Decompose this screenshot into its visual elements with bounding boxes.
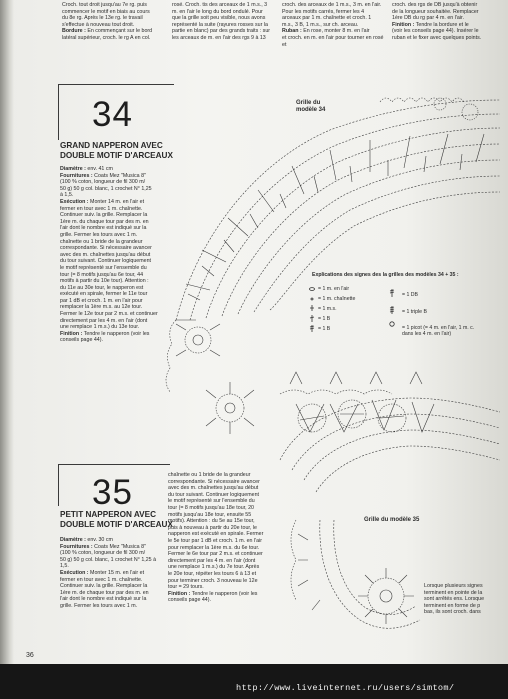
- legend-title: Explications des signes des la grilles des modèles 34 + 35 :: [312, 272, 459, 278]
- grid-34-diagram: [166, 98, 500, 434]
- model-34-instructions: Diamètre : env. 41 cm Fournitures : Coats Mez "Musica 8" (100 % coton, longueur de fil 300 m/ 50 g) 50 g col. blanc, 1 crochet N° 1,25 à 1,5. Exécution : Monter 14 m. en l'air et fermer en tour avec 1 m. chaînette. Continuer suiv. la grille. Remplacer la 1ère m. du chaque tour par des m. en l'air dont le nombre est indiqué sur la grille. Fermer les tours avec 1 m. chaînette ou 1 bride de la grandeur correspondante. Si nécessaire avancer avec des m. chaînettes jusqu'au début du tour suivant. Continuer logiquement le motif représenté sur l'ensemble du tour (= 8 motifs jusqu'au 6e tour, 44 motifs à partir du 10e tour). Attention : du 11e au 30e tour, le napperon est exécuté en spirale, fermer le 11e tour par 1 dB et croch. 1 m. en l'air pour remplacer la 1ère m.s. au 12e tour. Fermer le 12e tour par 2 m.s. et continuer directement par les 4 m. en l'air (dont une remplace 1 m.s.) du 13e tour. Finition : Tendre le napperon (voir les conseils page 44).: [60, 166, 158, 344]
- grid-34-label: Grille du modèle 34: [296, 100, 326, 113]
- top-column-4: croch. des rgs de DB jusqu'à obtenir de la longueur souhaitée. Remplacer 1ère DB du rg par 4 m. en l'air. Finition : Tendre la bordure et le (voir les conseils page 44). Insérer le ruban et le fixer avec quelques points.: [392, 2, 482, 41]
- model-35-instructions-cont: chaînette ou 1 bride de la grandeur correspondante. Si nécessaire avancer avec des m. chaînettes jusqu'au début du tour suivant. Continuer logiquement le motif représenté sur l'ensemble du tour (= 8 motifs jusqu'au 18e tour, 20 motifs jusqu'au 18e tour, ensuite 55 motifs). Attention : du 5e au 15e tour, puis à nouveau à partir du 20e tour, le napperon est exécuté en spirale. Fermer le 5e tour par 1 dB et croch. 1 m. en l'air pour remplacer la 1ère m.s. du 6e tour. Fermer le 6e tour par 2 m.s. et continuer directement par les 4 m. en l'air (dont une remplace 1 m.s.) du 7e tour. Après le 20e tour, répéter les tours 6 à 13 et pour terminer croch. 3 nouveau le 12e tour = 29 tours. Finition : Tendre le napperon (voir les conseils page 44).: [168, 472, 264, 604]
- legend-left: = 1 m. en l'air = 1 m. chaînette = 1 m.s. = 1 B = 1 B: [318, 286, 356, 332]
- model-35-note: Lorsque plusieurs signes terminent en pointe de la sont arrêtés ens. Lorsque terminent en forme de p bas, ils sont croch. dans: [424, 583, 485, 616]
- model-35-instructions: Diamètre : env. 30 cm Fournitures : Coats Mez "Musica 8" (100 % coton, longueur de fil 300 m/ 50 g) 50 g col. blanc, 1 crochet N° 1,25 à 1,5. Exécution : Monter 15 m. en l'air et fermer en tour avec 1 m. chaînette. Continuer suiv. la grille. Remplacer la 1ère m. de chaque tour par des m. en l'air dont le nombre est indiqué sur la grille. Fermer les tours avec 1 m.: [60, 537, 157, 609]
- watermark-url: http://www.liveinternet.ru/users/simtom/: [236, 683, 455, 693]
- top-column-3: croch. des arceaux de 1 m.s., 3 m. en l'air. Pour les motifs carrés, fermer les 4 arceaux par 1 m. chaînette et croch. 1 m.s., 3 B, 1 m.s., sur ch. arceau. Ruban : En rose, monter 8 m. en l'air et croch. en m. en l'air pour tourner en rosé et: [282, 2, 384, 48]
- model-35-number: 35: [92, 473, 133, 512]
- model-34-number: 34: [92, 95, 133, 134]
- model-34-title: GRAND NAPPERON AVEC DOUBLE MOTIF D'ARCEAUX: [60, 141, 173, 160]
- top-column-2: rosé. Croch. tis des arceaux de 1 m.s., 3 m. en l'air le long du bord ondulé. Pour que la grille soit peu visible, nous avons représenté la suite (rayures rosses sur la partie en blanc) par des grands traits : sur les arceaux de m. en l'air des rgs 9 à 13: [172, 2, 271, 41]
- grid-35-diagram: [280, 398, 500, 628]
- model-35-title: PETIT NAPPERON AVEC DOUBLE MOTIF D'ARCEAUX: [60, 510, 173, 529]
- legend-symbols: [310, 288, 395, 332]
- page-number: 36: [26, 652, 34, 659]
- legend-right: = 1 DB = 1 triple B = 1 picot (= 4 m. en l'air, 1 m. c. dans les 4 m. en l'air): [402, 292, 475, 337]
- top-column-1: Croch. tout droit jusqu'au 7e rg. puis commencer le motif en biais au cours du 8e rg. Après le 13e rg. le travail s'effectue à nouveau tout droit. Bordure : En commençant sur le bord latéral supérieur, croch. le rg A en col.: [62, 2, 153, 41]
- grid-35-label: Grille du modèle 35: [364, 517, 420, 523]
- scan-dark-corner: [0, 664, 508, 699]
